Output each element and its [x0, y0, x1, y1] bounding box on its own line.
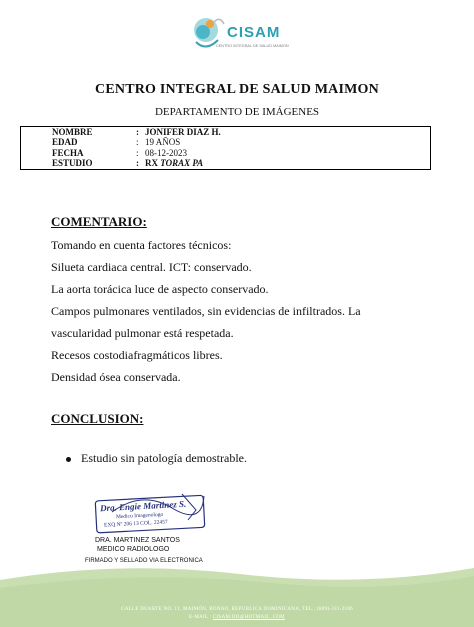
patient-info-box [20, 126, 431, 170]
comentario-line: vascularidad pulmonar está respetada. [51, 326, 234, 340]
patient-label: ESTUDIO [52, 157, 93, 168]
footer-email-label: E-MAIL : [189, 615, 213, 620]
study-plain: RX [145, 157, 161, 168]
patient-row-name [21, 127, 430, 137]
doctor-name: DRA. MARTINEZ SANTOS [95, 537, 180, 544]
patient-label: EDAD [52, 137, 78, 148]
footer-email-link[interactable]: CISAM.DO@HOTMAIL .COM [212, 615, 285, 620]
conclusion-item-text: Estudio sin patología demostrable. [81, 451, 247, 465]
logo-figure-icon [186, 12, 230, 56]
comentario-line: Recesos costodiafragmáticos libres. [51, 348, 223, 362]
patient-label: NOMBRE [52, 127, 93, 137]
logo-name: CISAM [227, 24, 281, 41]
signature-stamp [92, 490, 212, 534]
comentario-line: La aorta torácica luce de aspecto conservado. [51, 282, 269, 296]
patient-sep: : [136, 147, 139, 158]
comentario-line: Tomando en cuenta factores técnicos: [51, 238, 232, 252]
footer-address: CALLE DUARTE NO. 11, MAIMÓN, BONAO, REPUBLICA DOMINICANA, TEL.: (809)-331-2186 [121, 607, 353, 612]
patient-date-value: 08-12-2023 [145, 147, 187, 158]
patient-age-value: 19 AÑOS [145, 137, 181, 148]
conclusion-heading: CONCLUSION: [51, 411, 144, 426]
patient-row-study [21, 158, 430, 168]
patient-label: FECHA [52, 147, 84, 158]
comentario-line: Densidad ósea conservada. [51, 370, 181, 384]
patient-row-age [21, 137, 430, 147]
stamp-license: EXQ Nº 206 13 COL. 22457 [103, 519, 168, 529]
logo-subtitle: CENTRO INTEGRAL DE SALUD MAIMON [216, 44, 289, 48]
bullet-icon [66, 457, 71, 462]
conclusion-item [66, 451, 247, 466]
comentario-heading: COMENTARIO: [51, 214, 147, 229]
patient-sep: : [136, 137, 139, 148]
doctor-title: MEDICO RADIOLOGO [97, 546, 170, 553]
study-italic: TORAX PA [160, 157, 204, 168]
signature-note: FIRMADO Y SELLADO VIA ELECTRONICA [85, 558, 203, 564]
department-title: DEPARTAMENTO DE IMÁGENES [154, 106, 320, 118]
stamp-specialty: Medico Imagenologo [115, 511, 164, 521]
comentario-line: Silueta cardiaca central. ICT: conservado. [51, 260, 252, 274]
patient-sep: : [136, 157, 139, 168]
footer-email-line [0, 615, 474, 620]
stamp-name: Dra. Engie Martinez S. [99, 498, 187, 514]
comentario-line: Campos pulmonares ventilados, sin evidencias de infiltrados. La [51, 304, 361, 318]
center-title: CENTRO INTEGRAL DE SALUD MAIMON [95, 82, 379, 97]
cisam-logo [186, 12, 296, 56]
patient-name-value: JONIFER DIAZ H. [145, 127, 221, 137]
patient-sep: : [136, 127, 139, 137]
patient-row-date [21, 148, 430, 158]
patient-study-value [145, 158, 203, 168]
